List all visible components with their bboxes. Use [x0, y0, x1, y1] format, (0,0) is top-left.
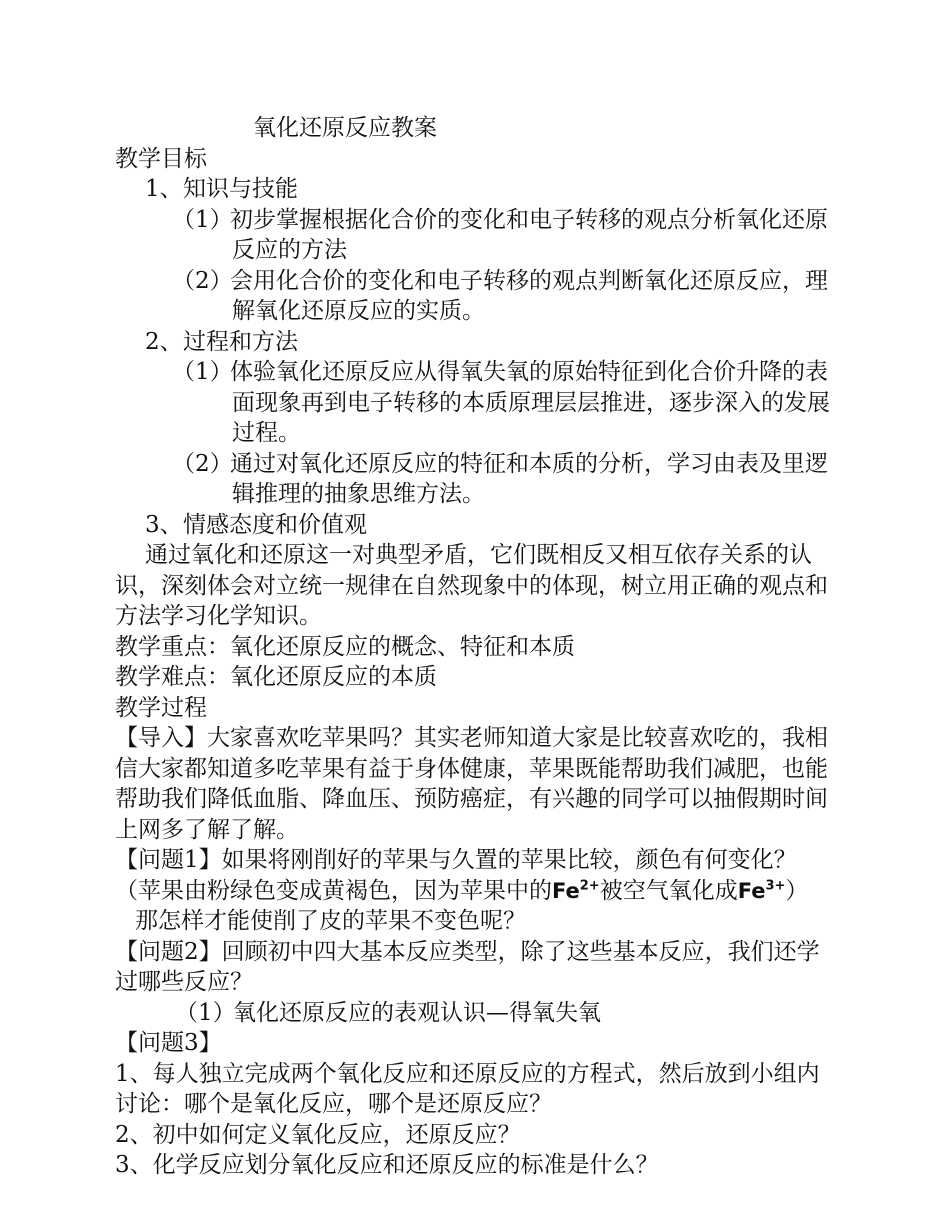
s2-item-1-cont: 面现象再到电子转移的本质原理层层推进，逐步深入的发展	[232, 389, 830, 416]
s1-item-1-cont: 反应的方法	[232, 237, 347, 263]
answer-text: （苹果由粉绿色变成黄褐色，因为苹果中的	[115, 877, 552, 904]
question-1-followup: 那怎样才能使削了皮的苹果不变色呢？	[135, 908, 526, 934]
iron-symbol: Fe	[737, 878, 766, 903]
question-1: 【问题1】如果将刚削好的苹果与久置的苹果比较，颜色有何变化？	[115, 847, 797, 873]
s2-item-2-cont: 辑推理的抽象思维方法。	[232, 481, 485, 507]
s2-item-1-cont: 过程。	[232, 420, 301, 446]
intro-line: 上网多了解了解。	[115, 816, 299, 843]
answer-text: ）	[785, 877, 809, 904]
item-number: （1）	[172, 206, 233, 233]
question-1-answer	[115, 876, 855, 907]
item-text: 体验氧化还原反应从得氧失氧的原始特征到化合价升降的表	[230, 359, 828, 385]
question-3-item: 2、初中如何定义氧化反应，还原反应？	[115, 1121, 521, 1148]
s1-item-2-cont: 解氧化还原反应的实质。	[232, 298, 485, 324]
item-text: 通过对氧化还原反应的特征和本质的分析，学习由表及里逻	[230, 450, 828, 477]
objectives-heading: 教学目标	[115, 145, 207, 172]
document-page	[115, 113, 855, 1181]
difficult-point: 教学难点：氧化还原反应的本质	[115, 664, 437, 690]
process-heading: 教学过程	[115, 694, 207, 721]
question-2-cont: 过哪些反应？	[115, 969, 253, 995]
section-number: 2、	[145, 328, 183, 355]
intro-line: 帮助我们降低血脂、降血压、预防癌症，有兴趣的同学可以抽假期时间	[115, 786, 828, 812]
intro-line: 信大家都知道多吃苹果有益于身体健康，苹果既能帮助我们减肥，也能	[115, 755, 828, 782]
section-2-heading	[115, 327, 855, 358]
section-number: 3、	[145, 511, 183, 538]
section-3-heading	[115, 510, 855, 541]
s3-paragraph-line: 识，深刻体会对立统一规律在自然现象中的体现，树立用正确的观点和	[115, 572, 828, 599]
question-3-heading: 【问题3】	[115, 1030, 222, 1056]
question-3-item: 3、化学反应划分氧化反应和还原反应的标准是什么？	[115, 1152, 659, 1178]
item-number: （1）	[175, 999, 236, 1026]
question-3-item: 1、每人独立完成两个氧化反应和还原反应的方程式，然后放到小组内	[115, 1060, 820, 1087]
s1-item-2	[115, 266, 855, 297]
section-number: 1、	[145, 176, 183, 202]
section-title: 过程和方法	[183, 328, 298, 355]
subsection-1	[115, 998, 855, 1029]
doc-title: 氧化还原反应教案	[253, 115, 437, 141]
item-text: 会用化合价的变化和电子转移的观点判断氧化还原反应，理	[230, 267, 828, 294]
item-number: （1）	[172, 359, 233, 385]
key-point: 教学重点：氧化还原反应的概念、特征和本质	[115, 633, 575, 660]
intro-line: 【导入】大家喜欢吃苹果吗？其实老师知道大家是比较喜欢吃的，我相	[115, 725, 828, 751]
s2-item-1	[115, 357, 855, 388]
question-2: 【问题2】回顾初中四大基本反应类型，除了这些基本反应，我们还学	[115, 938, 820, 965]
charge-superscript: 2+	[579, 877, 600, 893]
s1-item-1	[115, 205, 855, 236]
item-number: （2）	[172, 450, 233, 477]
item-text: 初步掌握根据化合价的变化和电子转移的观点分析氧化还原	[230, 206, 828, 233]
question-3-item-cont: 讨论：哪个是氧化反应，哪个是还原反应？	[115, 1091, 552, 1117]
s3-paragraph-line: 方法学习化学知识。	[115, 603, 322, 629]
section-title: 知识与技能	[183, 176, 298, 202]
charge-superscript: 3+	[765, 877, 786, 893]
section-title: 情感态度和价值观	[183, 511, 367, 538]
iron-symbol: Fe	[552, 878, 580, 903]
s3-paragraph-line: 通过氧化和还原这一对典型矛盾，它们既相反又相互依存关系的认	[145, 542, 812, 568]
s2-item-2	[115, 449, 855, 480]
section-1-heading	[115, 174, 855, 205]
subsection-title: 氧化还原反应的表观认识—得氧失氧	[233, 999, 601, 1026]
item-number: （2）	[172, 267, 233, 294]
answer-text: 被空气氧化成	[599, 877, 738, 904]
